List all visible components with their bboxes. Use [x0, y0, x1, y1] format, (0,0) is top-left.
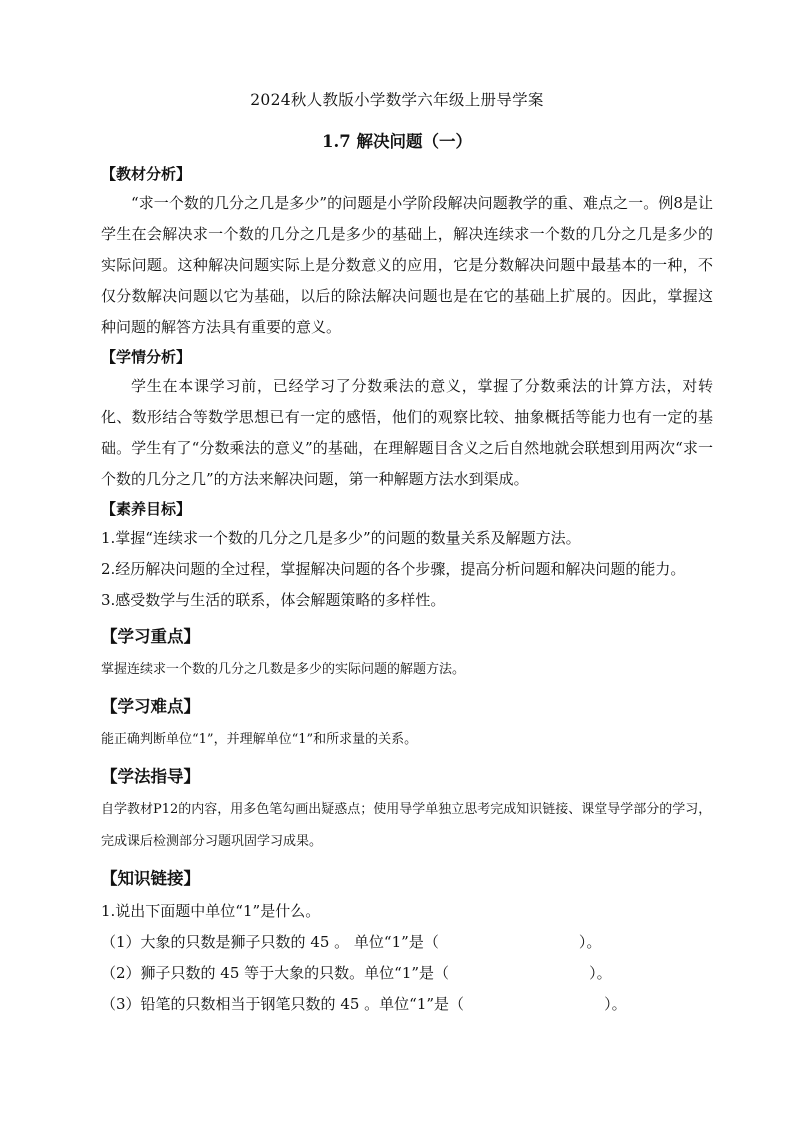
question-item [101, 958, 713, 989]
knowledge-link-intro: 1.说出下面题中单位“1”是什么。 [101, 902, 321, 920]
question-close: ）。 [589, 964, 612, 982]
section-heading-difficulties: 【学习难点】 [101, 697, 200, 716]
goal-item: 1.掌握“连续求一个数的几分之几是多少”的问题的数量关系及解题方法。 [101, 529, 581, 547]
section-heading-key-points: 【学习重点】 [101, 627, 200, 646]
question-text: （1）大象的只数是狮子只数的 45 。 单位“1”是（ [101, 933, 439, 951]
textbook-analysis-text: “求一个数的几分之几是多少”的问题是小学阶段解决问题教学的重、难点之一。例8是让学生在会解决求一个数的几分之几是多少的基础上，解决连续求一个数的几分之几是多少的实际问题。这种解决问题实际上是分数意义的应用，它是分数解决问题中最基本的一种，不仅分数解决问题以它为基础，以后的除法解决问题也是在它的基础上扩展的。因此，掌握这种问题的解答方法具有重要的意义。 [101, 194, 713, 336]
student-analysis-text: 学生在本课学习前，已经学习了分数乘法的意义，掌握了分数乘法的计算方法，对转化、数形结合等数学思想已有一定的感悟，他们的观察比较、抽象概括等能力也有一定的基础。学生有了“分数乘法的意义”的基础，在理解题目含义之后自然地就会联想到用两次“求一个数的几分之几”的方法来解决问题，第一种解题方法水到渠成。 [101, 377, 713, 488]
study-method-text: 自学教材P12的内容，用多色笔勾画出疑惑点；使用导学单独立思考完成知识链接、课堂导学部分的学习，完成课后检测部分习题巩固学习成果。 [101, 802, 712, 849]
question-item [101, 927, 713, 958]
question-text: （3）铅笔的只数相当于钢笔只数的 45 。单位“1”是（ [101, 995, 465, 1013]
lesson-title: 1.7 解决问题（一） [322, 132, 472, 151]
difficulties-text: 能正确判断单位“1”，并理解单位“1”和所求量的关系。 [101, 732, 418, 747]
question-item [101, 989, 713, 1020]
section-heading-literacy-goals: 【素养目标】 [101, 500, 192, 518]
section-heading-knowledge-link: 【知识链接】 [101, 869, 200, 888]
section-heading-textbook-analysis: 【教材分析】 [101, 165, 192, 183]
question-text: （2）狮子只数的 45 等于大象的只数。单位“1”是（ [101, 964, 450, 982]
document-title: 2024秋人教版小学数学六年级上册导学案 [250, 91, 544, 109]
key-points-text: 掌握连续求一个数的几分之几数是多少的实际问题的解题方法。 [101, 662, 466, 677]
section-heading-student-analysis: 【学情分析】 [101, 348, 192, 366]
question-close: ）。 [578, 933, 602, 951]
goal-item: 2.经历解决问题的全过程，掌握解决问题的各个步骤，提高分析问题和解决问题的能力。 [101, 560, 686, 578]
section-heading-study-method: 【学法指导】 [101, 767, 200, 786]
question-close: ）。 [604, 995, 627, 1013]
goal-item: 3.感受数学与生活的联系，体会解题策略的多样性。 [101, 591, 446, 609]
document-body [101, 160, 713, 1020]
